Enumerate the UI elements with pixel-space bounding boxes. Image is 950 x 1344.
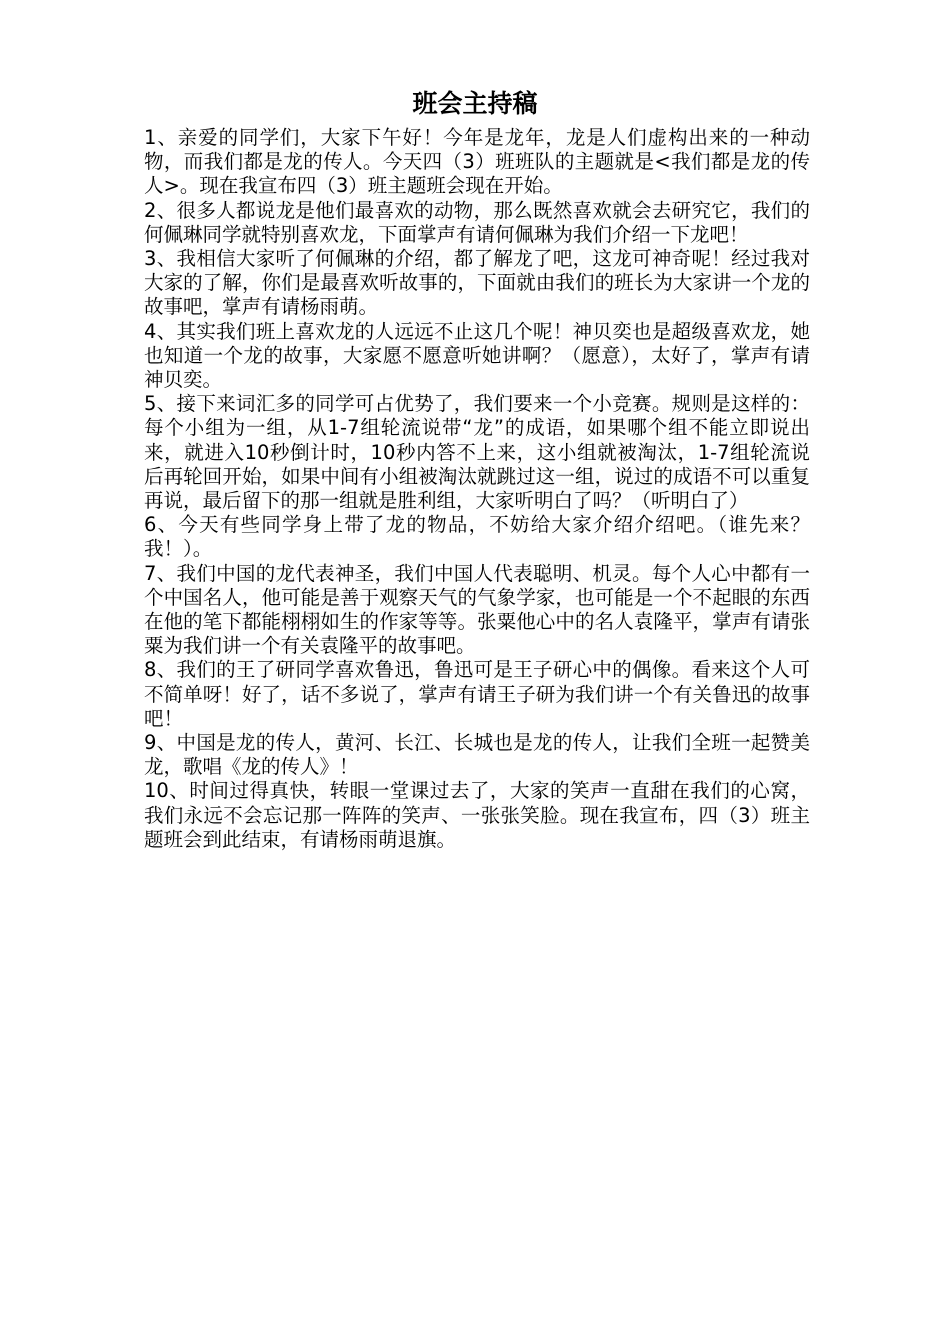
paragraph-1: 1、亲爱的同学们，大家下午好！今年是龙年，龙是人们虚构出来的一种动物，而我们都是龙的传人。今天四（3）班班队的主题就是<我们都是龙的传人>。现在我宣布四（3）班主题班会现在开始。	[144, 126, 810, 198]
paragraph-6: 6、今天有些同学身上带了龙的物品，不妨给大家介绍介绍吧。（谁先来？我！）。	[144, 513, 810, 561]
paragraph-3: 3、我相信大家听了何佩琳的介绍，都了解龙了吧，这龙可神奇呢！经过我对大家的了解，你们是最喜欢听故事的，下面就由我们的班长为大家讲一个龙的故事吧，掌声有请杨雨萌。	[144, 247, 810, 319]
paragraph-9: 9、中国是龙的传人，黄河、长江、长城也是龙的传人，让我们全班一起赞美龙，歌唱《龙的传人》！	[144, 731, 810, 779]
paragraph-7: 7、我们中国的龙代表神圣，我们中国人代表聪明、机灵。每个人心中都有一个中国名人，他可能是善于观察天气的气象学家，也可能是一个不起眼的东西在他的笔下都能栩栩如生的作家等等。张粟他心中的名人袁隆平，掌声有请张粟为我们讲一个有关袁隆平的故事吧。	[144, 561, 810, 658]
document-body	[144, 126, 810, 852]
document-title: 班会主持稿	[412, 89, 538, 118]
paragraph-5: 5、接下来词汇多的同学可占优势了，我们要来一个小竞赛。规则是这样的：每个小组为一组，从1-7组轮流说带“龙”的成语，如果哪个组不能立即说出来，就进入10秒倒计时，10秒内答不上来，这小组就被淘汰，1-7组轮流说后再轮回开始，如果中间有小组被淘汰就跳过这一组，说过的成语不可以重复再说，最后留下的那一组就是胜利组，大家听明白了吗？（听明白了）	[144, 392, 810, 513]
paragraph-2: 2、很多人都说龙是他们最喜欢的动物，那么既然喜欢就会去研究它，我们的何佩琳同学就特别喜欢龙，下面掌声有请何佩琳为我们介绍一下龙吧！	[144, 198, 810, 246]
paragraph-10: 10、时间过得真快，转眼一堂课过去了，大家的笑声一直甜在我们的心窝，我们永远不会忘记那一阵阵的笑声、一张张笑脸。现在我宣布，四（3）班主题班会到此结束，有请杨雨萌退旗。	[144, 779, 810, 851]
paragraph-4: 4、其实我们班上喜欢龙的人远远不止这几个呢！神贝奕也是超级喜欢龙，她也知道一个龙的故事，大家愿不愿意听她讲啊？（愿意），太好了，掌声有请神贝奕。	[144, 319, 810, 392]
paragraph-8: 8、我们的王了研同学喜欢鲁迅，鲁迅可是王子研心中的偶像。看来这个人可不简单呀！好了，话不多说了，掌声有请王子研为我们讲一个有关鲁迅的故事吧！	[144, 658, 810, 730]
